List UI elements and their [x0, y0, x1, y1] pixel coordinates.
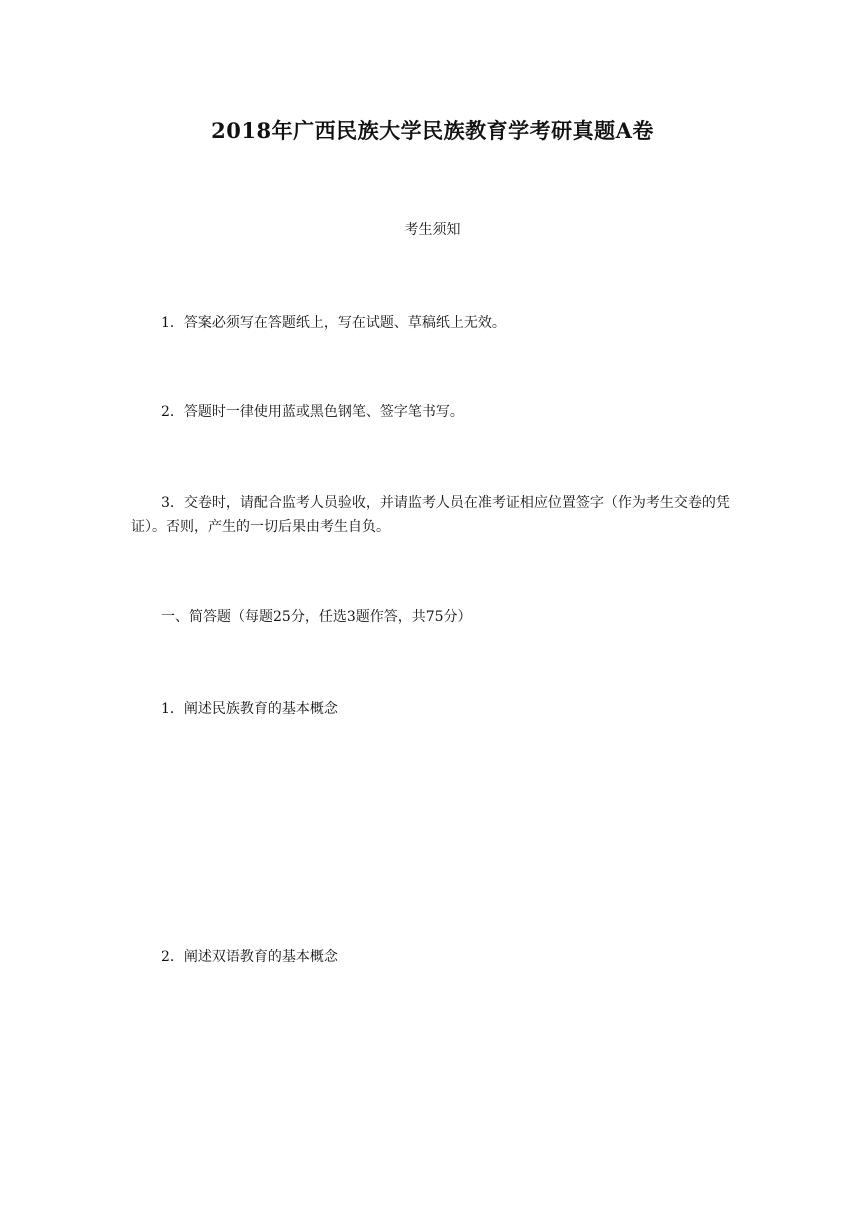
section-heading — [131, 605, 746, 629]
notice-item-1-text: 1．答案必须写在答题纸上，写在试题、草稿纸上无效。 — [161, 315, 506, 331]
notice-heading: 考生须知 — [404, 222, 461, 238]
notice-item-2 — [131, 400, 746, 424]
notice-item-3-text: 3．交卷时，请配合监考人员验收，并请监考人员在准考证相应位置签字（作为考生交卷的凭证）。否则，产生的一切后果由考生自负。 — [131, 495, 730, 535]
question-2 — [131, 945, 746, 969]
question-2-text: 2．阐述双语教育的基本概念 — [161, 949, 338, 965]
document-title: 2018年广西民族大学民族教育学考研真题A卷 — [211, 118, 654, 143]
section-heading-text: 一、简答题（每题25分，任选3题作答，共75分） — [161, 609, 472, 625]
question-1 — [131, 697, 746, 721]
notice-item-1 — [131, 311, 746, 335]
question-1-text: 1．阐述民族教育的基本概念 — [161, 701, 338, 717]
notice-item-3 — [131, 491, 746, 539]
notice-item-2-text: 2．答题时一律使用蓝或黑色钢笔、签字笔书写。 — [161, 404, 464, 420]
